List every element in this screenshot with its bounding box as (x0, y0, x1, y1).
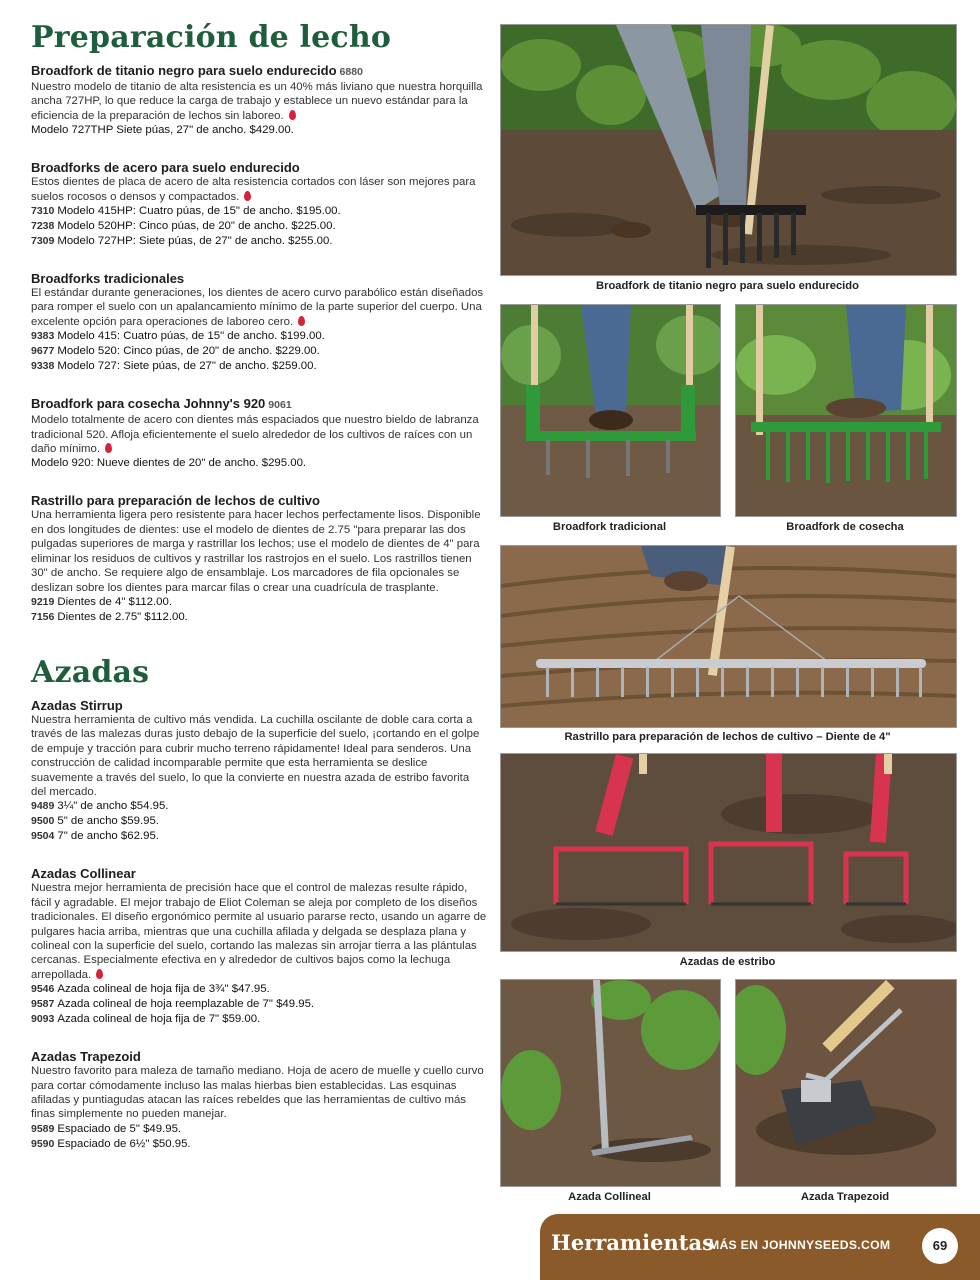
price-line (31, 204, 487, 219)
product-description-text: Modelo totalmente de acero con dientes más espaciados que nuestro bieldo de labranza tradicional 520. Afloja eficientemente el suelo alrededor de los cultivos de raíces con un daño mínimo. (31, 414, 479, 456)
product-block (31, 1049, 487, 1152)
price-line (31, 814, 487, 829)
stirrup-hoes-photo (500, 753, 957, 952)
item-sku: 9504 (31, 830, 55, 843)
item-price-text: Dientes de 4" $112.00. (57, 595, 173, 608)
titanium-broadfork-photo (500, 24, 957, 276)
item-price-text: Modelo 920: Nueve dientes de 20" de ancho. $295.00. (31, 457, 307, 470)
price-line (31, 829, 487, 844)
price-line (31, 456, 487, 471)
footer-website-link[interactable]: MÁS EN JOHNNYSEEDS.COM (709, 1238, 891, 1252)
product-description-text: El estándar durante generaciones, los dientes de acero curvo parabólico están diseñados para romper el suelo con un apalancamiento mínimo de la parte superior del cuerpo. Una excelente opción para operaciones de laboreo cero. (31, 287, 484, 328)
item-sku: 9677 (31, 345, 55, 358)
product-name (31, 160, 487, 175)
item-price-text: Azada colineal de hoja reemplazable de 7" $49.95. (57, 998, 315, 1011)
organic-seed-icon (298, 316, 305, 326)
item-price-text: 7" de ancho $62.95. (57, 830, 159, 843)
product-description (31, 1064, 487, 1122)
item-price-text: Modelo 727HP: Siete púas, de 27" de ancho. $255.00. (57, 235, 333, 248)
price-line (31, 799, 487, 814)
item-sku: 9546 (31, 983, 55, 996)
price-line (31, 123, 487, 138)
item-sku: 9589 (31, 1122, 55, 1135)
harvest-broadfork-photo (735, 304, 957, 517)
item-price-text: Modelo 520: Cinco púas, de 20" de ancho. $229.00. (57, 345, 320, 358)
product-name (31, 271, 487, 286)
trapezoid-hoe-photo (735, 979, 957, 1187)
product-name (31, 698, 487, 713)
price-line (31, 1122, 487, 1137)
product-block (31, 493, 487, 624)
price-line (31, 997, 487, 1012)
item-sku: 9219 (31, 595, 55, 608)
product-block (31, 866, 487, 1027)
product-name-text: Broadfork de titanio negro para suelo endurecido (31, 63, 337, 78)
traditional-broadfork-photo (500, 304, 721, 517)
page-number: 69 (922, 1228, 958, 1264)
product-description-text: Nuestro favorito para maleza de tamaño mediano. Hoja de acero de muelle y cuello curvo para cortar cómodamente incluso las malas hierbas bien establecidas. Las esquinas afiladas y puntiagudas atacan las raíces rebeldes que las herramientas de cultivo más finas simplemente no pueden manejar. (31, 1065, 484, 1121)
product-description (31, 175, 487, 204)
item-sku: 9590 (31, 1137, 55, 1150)
product-block (31, 698, 487, 844)
price-line (31, 344, 487, 359)
caption-titanium: Broadfork de titanio negro para suelo endurecido (596, 280, 859, 292)
price-line (31, 234, 487, 249)
price-line (31, 329, 487, 344)
section-title-bed-prep: Preparación de lecho (31, 20, 392, 55)
product-description-text: Una herramienta ligera pero resistente para hacer lechos perfectamente lisos. Disponible en dos longitudes de dientes: use el modelo de dientes de 2.75 "para preparar las dos pulgadas superiores de marga y rastrillar los lechos; use el modelo de dientes de 4" para eliminar los residuos de cultivos y rastrillar los rastrojos en el suelo. Los rastrillos tienen 30" de ancho. Se requiere algo de ensamblaje. Los marcadores de fila opcionales se deslizan sobre los dientes para marcar filas o crear una cuadrícula de trasplante. (31, 509, 481, 594)
item-price-text: Modelo 415HP: Cuatro púas, de 15" de ancho. $195.00. (57, 205, 341, 218)
item-price-text: 5" de ancho $59.95. (57, 815, 159, 828)
product-name (31, 396, 487, 413)
product-description (31, 881, 487, 982)
product-name-text: Broadforks tradicionales (31, 271, 185, 287)
product-description-text: Nuestro modelo de titanio de alta resistencia es un 40% más liviano que nuestra horquilla ancha 727HP, lo que reduce la carga de trabajo y establece un nuevo estándar para la eficiencia de la preparación de lechos sin laboreo. (31, 81, 483, 122)
product-block (31, 396, 487, 471)
price-line (31, 219, 487, 234)
item-sku: 7156 (31, 610, 55, 623)
item-price-text: 3¼" de ancho $54.95. (57, 800, 169, 813)
product-name (31, 1049, 487, 1064)
product-description (31, 413, 487, 456)
section-title-hoes: Azadas (31, 654, 150, 690)
price-line (31, 595, 487, 610)
price-line (31, 610, 487, 625)
item-price-text: Espaciado de 6½" $50.95. (57, 1137, 191, 1150)
product-description-text: Nuestra herramienta de cultivo más vendida. La cuchilla oscilante de doble cara corta a través de las malezas duras justo debajo de la superficie del suelo, ¡cortando en el golpe de empuje y tracción para cubrir mucho terreno rápidamente! Ideal para senderos. Una construcción de calidad incomparable permite que esta herramienta se deslice suavemente a través del suelo, lo que la convierte en nuestra azada de estribo favorita del mercado. (31, 713, 480, 798)
product-block (31, 271, 487, 374)
organic-seed-icon (105, 443, 112, 453)
item-sku: 9338 (31, 360, 55, 373)
product-name (31, 493, 487, 508)
product-block (31, 160, 487, 249)
product-name-text: Azadas Collinear (31, 866, 136, 882)
product-code: 6880 (339, 66, 363, 78)
caption-traditional: Broadfork tradicional (552, 521, 667, 533)
left-column (31, 14, 487, 1174)
item-sku: 9489 (31, 800, 55, 813)
item-price-text: Dientes de 2.75" $112.00. (57, 610, 188, 623)
product-description-text: Nuestra mejor herramienta de precisión hace que el control de malezas resulte rápido, fácil y agradable. El mejor trabajo de Eliot Coleman se aleja por completo de los diseños tradicionales. El diseño ergonómico permite al usuario pararse recto, usando un agarre de pulgares hacia arriba, mientras que una cuchilla afilada y delgada se desplaza plana y colineal con la superficie del suelo, cortando las malezas sin arrojar tierra a las plántulas cercanas. Especialmente efectiva en y alrededor de cultivos bajos como la lechuga arrepollada. (31, 882, 487, 981)
price-line (31, 1012, 487, 1027)
organic-seed-icon (96, 969, 103, 979)
item-sku: 9500 (31, 815, 55, 828)
hoe-products (31, 698, 487, 1152)
item-sku: 9587 (31, 998, 55, 1011)
caption-trapezoid: Azada Trapezoid (800, 1191, 890, 1203)
product-name-text: Azadas Trapezoid (31, 1049, 141, 1065)
product-description-text: Estos dientes de placa de acero de alta resistencia cortados con láser son mejores para suelos rocosos o densos y compactados. (31, 176, 476, 203)
item-price-text: Modelo 415: Cuatro púas, de 15" de ancho. $199.00. (57, 330, 325, 343)
product-name-text: Broadforks de acero para suelo endurecido (31, 160, 300, 176)
product-description (31, 286, 487, 329)
product-description (31, 508, 487, 594)
product-description (31, 80, 487, 123)
caption-collinear: Azada Collineal (568, 1191, 651, 1203)
bed-prep-products (31, 63, 487, 625)
footer-title: Herramientas (551, 1230, 714, 1255)
product-name (31, 63, 487, 80)
item-price-text: Espaciado de 5" $49.95. (57, 1122, 182, 1135)
product-name-text: Rastrillo para preparación de lechos de cultivo (31, 493, 320, 509)
footer-bar (540, 1214, 980, 1280)
organic-seed-icon (289, 110, 296, 120)
product-block (31, 63, 487, 138)
caption-stirrup: Azadas de estribo (679, 956, 776, 968)
item-price-text: Azada colineal de hoja fija de 3¾" $47.95. (57, 983, 270, 996)
organic-seed-icon (244, 191, 251, 201)
caption-harvest: Broadfork de cosecha (786, 521, 904, 533)
item-sku: 7238 (31, 220, 55, 233)
item-sku: 9383 (31, 330, 55, 343)
product-name (31, 866, 487, 881)
collinear-hoe-photo (500, 979, 721, 1187)
item-sku: 9093 (31, 1013, 55, 1026)
item-sku: 7309 (31, 235, 55, 248)
product-code: 9061 (268, 399, 292, 412)
item-price-text: Azada colineal de hoja fija de 7" $59.00. (57, 1013, 261, 1026)
item-sku: 7310 (31, 205, 55, 218)
caption-rake: Rastrillo para preparación de lechos de cultivo – Diente de 4" (564, 731, 891, 743)
item-price-text: Modelo 727THP Siete púas, 27" de ancho. $429.00. (31, 124, 294, 137)
product-name-text: Azadas Stirrup (31, 697, 123, 713)
price-line (31, 359, 487, 374)
product-description (31, 713, 487, 799)
item-price-text: Modelo 520HP: Cinco púas, de 20" de ancho. $225.00. (57, 220, 336, 233)
bed-rake-photo (500, 545, 957, 728)
product-name-text: Broadfork para cosecha Johnny's 920 (31, 396, 266, 412)
item-price-text: Modelo 727: Siete púas, de 27" de ancho. $259.00. (57, 360, 317, 373)
price-line (31, 982, 487, 997)
price-line (31, 1137, 487, 1152)
